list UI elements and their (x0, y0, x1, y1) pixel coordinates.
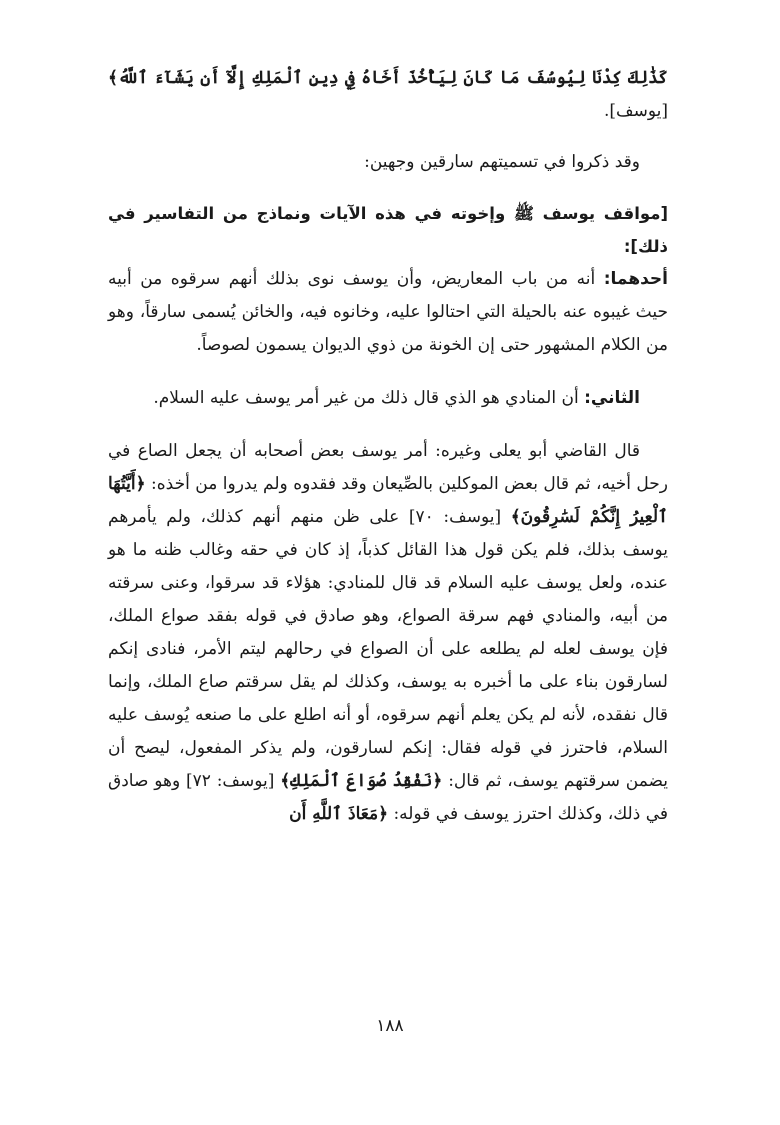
main-text-part-2: على ظن منهم أنهم كذلك، ولم يأمرهم يوسف بذلك، فلم يكن قول هذا القائل كذباً، إذ كان في حقه وغالب ظنه ما هو عنده، ولعل يوسف عليه السلام قد قال للمنادي: هؤلاء قد سرقوا، وعنى سرقته من أبيه، والمنادي فهم سرقة الصواع، وهو صادق في قوله بفقد صواع الملك، فإن يوسف لعله لم يطلعه على أن الصواع في رحالهم ليتم الأمر، فنادى إنكم لسارقون بناء على ما أخبره به يوسف، وكذلك لم يقل سرقتم صاع الملك، وإنما قال نفقده، لأنه لم يكن يعلم أنهم سرقوه، أو أنه اطلع على ما صنعه يُوسف عليه السلام، فاحترز في قوله فقال: إنكم لسارقون، ولم يذكر المفعول، ليصح أن يضمن سرقتهم يوسف، ثم قال: (108, 507, 669, 791)
opening-verse-paragraph (108, 62, 668, 128)
spacer (108, 128, 668, 146)
document-page (108, 62, 668, 831)
main-text-part-1: قال القاضي أبو يعلى وغيره: أمر يوسف بعض أصحابه أن يجعل الصاع في رحل أخيه، ثم قال بعض الموكلين بالصِّيعان وقد فقدوه ولم يدروا من أخذه: (108, 441, 669, 494)
intro-line: وقد ذكروا في تسميتهم سارقين وجهين: (364, 152, 640, 172)
verse-quote-3: ﴿مَعَاذَ ٱللَّهِ أَن (289, 804, 389, 824)
opening-verse: كَذَٰلِكَ كِدْنَا لِيُوسُفَ مَا كَانَ لِيَأْخُذَ أَخَاهُ فِي دِينِ ٱلْمَلِكِ إِلَّآ أَن يَشَآءَ ٱللَّهُ (117, 68, 668, 88)
spacer (108, 415, 668, 435)
main-paragraph (108, 435, 668, 831)
citation-2: [يوسف: ٧٢] (185, 771, 275, 791)
first-view-text: أنه من باب المعاريض، وأن يوسف نوى بذلك أنهم سرقوه من أبيه حيث غيبوه عنه بالحيلة التي احتالوا عليه، وخانوه فيه، والخائن يُسمى سارقاً، وهو من الكلام المشهور حتى إن الخونة من ذوي الديوان يسمون لصوصاً. (108, 269, 668, 355)
page-number: ١٨٨ (376, 1016, 404, 1036)
verse-quote-2: ﴿نَفْقِدُ صُوَاعَ ٱلْمَلِكِ﴾ (280, 771, 443, 791)
spacer (108, 179, 668, 197)
first-view-label: أحدهما: (603, 269, 668, 289)
section-heading: [مواقف يوسف ﷺ وإخوته في هذه الآيات ونماذج من التفاسير في ذلك]: (108, 204, 668, 256)
verse-quote-1: ﴿أَيَّتُهَا ٱلْعِيرُ إِنَّكُمْ لَسَٰرِقُونَ﴾ (108, 474, 669, 527)
second-view-label: الثاني: (584, 388, 640, 408)
opening-verse-closing-bracket: ﴾ (108, 68, 118, 88)
opening-citation: [يوسف]. (603, 101, 668, 121)
citation-1: [يوسف: ٧٠] (408, 507, 502, 527)
second-view-paragraph (108, 382, 668, 415)
main-text-part-3: وهو صادق في ذلك، وكذلك احترز يوسف في قوله: (108, 771, 668, 824)
second-view-text: أن المنادي هو الذي قال ذلك من غير أمر يوسف عليه السلام. (153, 388, 579, 408)
first-view-paragraph (108, 263, 668, 362)
spacer (108, 362, 668, 382)
